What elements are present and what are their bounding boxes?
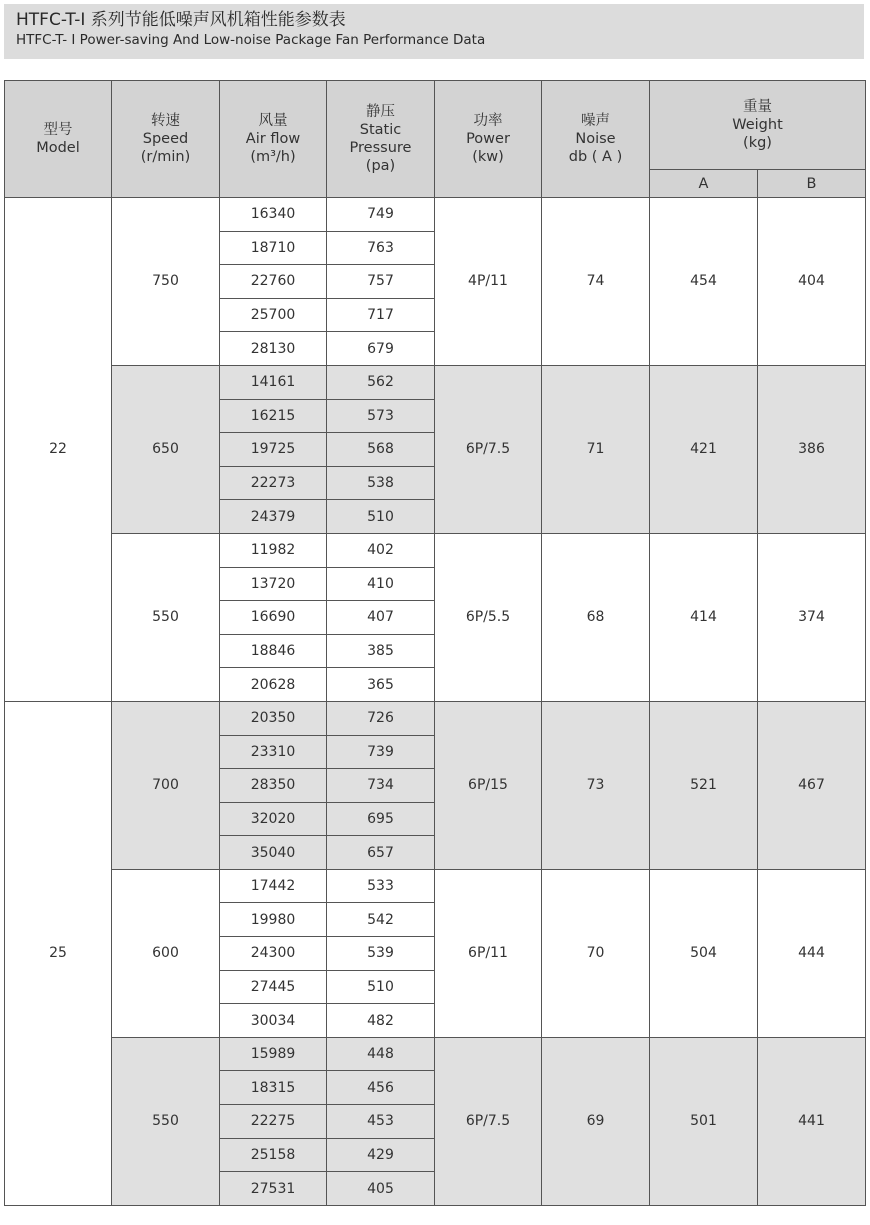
airflow-cell: 28350 <box>220 769 327 803</box>
pressure-cell: 533 <box>327 869 435 903</box>
header-speed-cn: 转速 <box>151 113 180 129</box>
airflow-cell: 22275 <box>220 1105 327 1139</box>
pressure-cell: 453 <box>327 1105 435 1139</box>
pressure-cell: 510 <box>327 970 435 1004</box>
pressure-cell: 679 <box>327 332 435 366</box>
noise-cell: 74 <box>542 198 650 366</box>
power-cell: 4P/11 <box>435 198 542 366</box>
airflow-cell: 22273 <box>220 466 327 500</box>
pressure-cell: 482 <box>327 1004 435 1038</box>
airflow-cell: 11982 <box>220 533 327 567</box>
header-noise <box>542 81 650 198</box>
table-header <box>5 81 866 198</box>
noise-cell: 73 <box>542 701 650 869</box>
table-row <box>5 365 866 399</box>
noise-cell: 69 <box>542 1037 650 1205</box>
airflow-cell: 16690 <box>220 601 327 635</box>
pressure-cell: 763 <box>327 231 435 265</box>
weight-b-cell: 404 <box>758 198 866 366</box>
airflow-cell: 15989 <box>220 1037 327 1071</box>
weight-b-cell: 386 <box>758 365 866 533</box>
weight-a-cell: 521 <box>650 701 758 869</box>
header-pressure-unit: (pa) <box>365 158 396 174</box>
airflow-cell: 13720 <box>220 567 327 601</box>
pressure-cell: 510 <box>327 500 435 534</box>
speed-cell: 600 <box>112 869 220 1037</box>
model-cell: 22 <box>5 198 112 702</box>
weight-b-cell: 444 <box>758 869 866 1037</box>
airflow-cell: 23310 <box>220 735 327 769</box>
pressure-cell: 695 <box>327 802 435 836</box>
header-pressure-en1: Static <box>359 122 402 138</box>
header-airflow <box>220 81 327 198</box>
table-row <box>5 869 866 903</box>
pressure-cell: 562 <box>327 365 435 399</box>
airflow-cell: 16340 <box>220 198 327 232</box>
weight-a-cell: 421 <box>650 365 758 533</box>
header-weight-en: Weight <box>732 117 783 133</box>
weight-b-cell: 467 <box>758 701 866 869</box>
pressure-cell: 739 <box>327 735 435 769</box>
power-cell: 6P/15 <box>435 701 542 869</box>
weight-a-cell: 454 <box>650 198 758 366</box>
header-airflow-cn: 风量 <box>258 113 288 129</box>
pressure-cell: 405 <box>327 1172 435 1206</box>
airflow-cell: 20628 <box>220 668 327 702</box>
header-noise-unit: db ( A ) <box>568 149 623 165</box>
header-airflow-en: Air flow <box>245 131 301 147</box>
header-speed <box>112 81 220 198</box>
power-cell: 6P/7.5 <box>435 1037 542 1205</box>
airflow-cell: 20350 <box>220 701 327 735</box>
performance-table <box>4 80 866 1206</box>
pressure-cell: 573 <box>327 399 435 433</box>
table-row <box>5 198 866 232</box>
power-cell: 6P/11 <box>435 869 542 1037</box>
header-airflow-unit: (m³/h) <box>250 149 296 165</box>
noise-cell: 68 <box>542 533 650 701</box>
pressure-cell: 407 <box>327 601 435 635</box>
airflow-cell: 14161 <box>220 365 327 399</box>
airflow-cell: 27445 <box>220 970 327 1004</box>
weight-a-cell: 414 <box>650 533 758 701</box>
pressure-cell: 568 <box>327 433 435 467</box>
header-power-en: Power <box>466 131 510 147</box>
header-power-unit: (kw) <box>472 149 504 165</box>
airflow-cell: 18315 <box>220 1071 327 1105</box>
header-model-cn: 型号 <box>43 122 73 138</box>
speed-cell: 550 <box>112 1037 220 1205</box>
table-body <box>5 198 866 1206</box>
pressure-cell: 749 <box>327 198 435 232</box>
airflow-cell: 18846 <box>220 634 327 668</box>
header-power-cn: 功率 <box>473 113 503 129</box>
pressure-cell: 726 <box>327 701 435 735</box>
noise-cell: 71 <box>542 365 650 533</box>
pressure-cell: 757 <box>327 265 435 299</box>
header-pressure-en2: Pressure <box>349 140 412 156</box>
model-cell: 25 <box>5 701 112 1205</box>
pressure-cell: 385 <box>327 634 435 668</box>
table-row <box>5 701 866 735</box>
header-weight-cn: 重量 <box>743 99 772 115</box>
airflow-cell: 28130 <box>220 332 327 366</box>
airflow-cell: 18710 <box>220 231 327 265</box>
airflow-cell: 19725 <box>220 433 327 467</box>
pressure-cell: 402 <box>327 533 435 567</box>
airflow-cell: 22760 <box>220 265 327 299</box>
airflow-cell: 32020 <box>220 802 327 836</box>
header-pressure-cn: 静压 <box>366 104 395 120</box>
pressure-cell: 539 <box>327 937 435 971</box>
header-pressure <box>327 81 435 198</box>
weight-a-cell: 501 <box>650 1037 758 1205</box>
pressure-cell: 448 <box>327 1037 435 1071</box>
weight-a-cell: 504 <box>650 869 758 1037</box>
airflow-cell: 19980 <box>220 903 327 937</box>
header-weight-a: A <box>650 170 758 198</box>
airflow-cell: 27531 <box>220 1172 327 1206</box>
airflow-cell: 25700 <box>220 298 327 332</box>
airflow-cell: 24300 <box>220 937 327 971</box>
header-weight <box>650 81 866 170</box>
pressure-cell: 456 <box>327 1071 435 1105</box>
header-model <box>5 81 112 198</box>
airflow-cell: 17442 <box>220 869 327 903</box>
pressure-cell: 657 <box>327 836 435 870</box>
pressure-cell: 542 <box>327 903 435 937</box>
speed-cell: 750 <box>112 198 220 366</box>
power-cell: 6P/5.5 <box>435 533 542 701</box>
header-speed-en: Speed <box>142 131 189 147</box>
header-noise-cn: 噪声 <box>581 113 610 129</box>
weight-b-cell: 441 <box>758 1037 866 1205</box>
airflow-cell: 25158 <box>220 1138 327 1172</box>
table-row <box>5 1037 866 1071</box>
page-title: HTFC-T-I 系列节能低噪声风机箱性能参数表 <box>16 10 346 30</box>
airflow-cell: 30034 <box>220 1004 327 1038</box>
header-weight-b: B <box>758 170 866 198</box>
noise-cell: 70 <box>542 869 650 1037</box>
speed-cell: 700 <box>112 701 220 869</box>
pressure-cell: 410 <box>327 567 435 601</box>
pressure-cell: 538 <box>327 466 435 500</box>
pressure-cell: 717 <box>327 298 435 332</box>
airflow-cell: 16215 <box>220 399 327 433</box>
title-bar <box>4 4 864 59</box>
page-subtitle: HTFC-T- Ⅰ Power-saving And Low-noise Package Fan Performance Data <box>16 32 486 48</box>
header-speed-unit: (r/min) <box>140 149 191 165</box>
header-model-en: Model <box>36 140 80 156</box>
airflow-cell: 24379 <box>220 500 327 534</box>
header-weight-unit: (kg) <box>743 135 772 151</box>
header-power <box>435 81 542 198</box>
speed-cell: 650 <box>112 365 220 533</box>
speed-cell: 550 <box>112 533 220 701</box>
header-noise-en: Noise <box>575 131 616 147</box>
airflow-cell: 35040 <box>220 836 327 870</box>
pressure-cell: 365 <box>327 668 435 702</box>
pressure-cell: 734 <box>327 769 435 803</box>
power-cell: 6P/7.5 <box>435 365 542 533</box>
weight-b-cell: 374 <box>758 533 866 701</box>
table-row <box>5 533 866 567</box>
pressure-cell: 429 <box>327 1138 435 1172</box>
